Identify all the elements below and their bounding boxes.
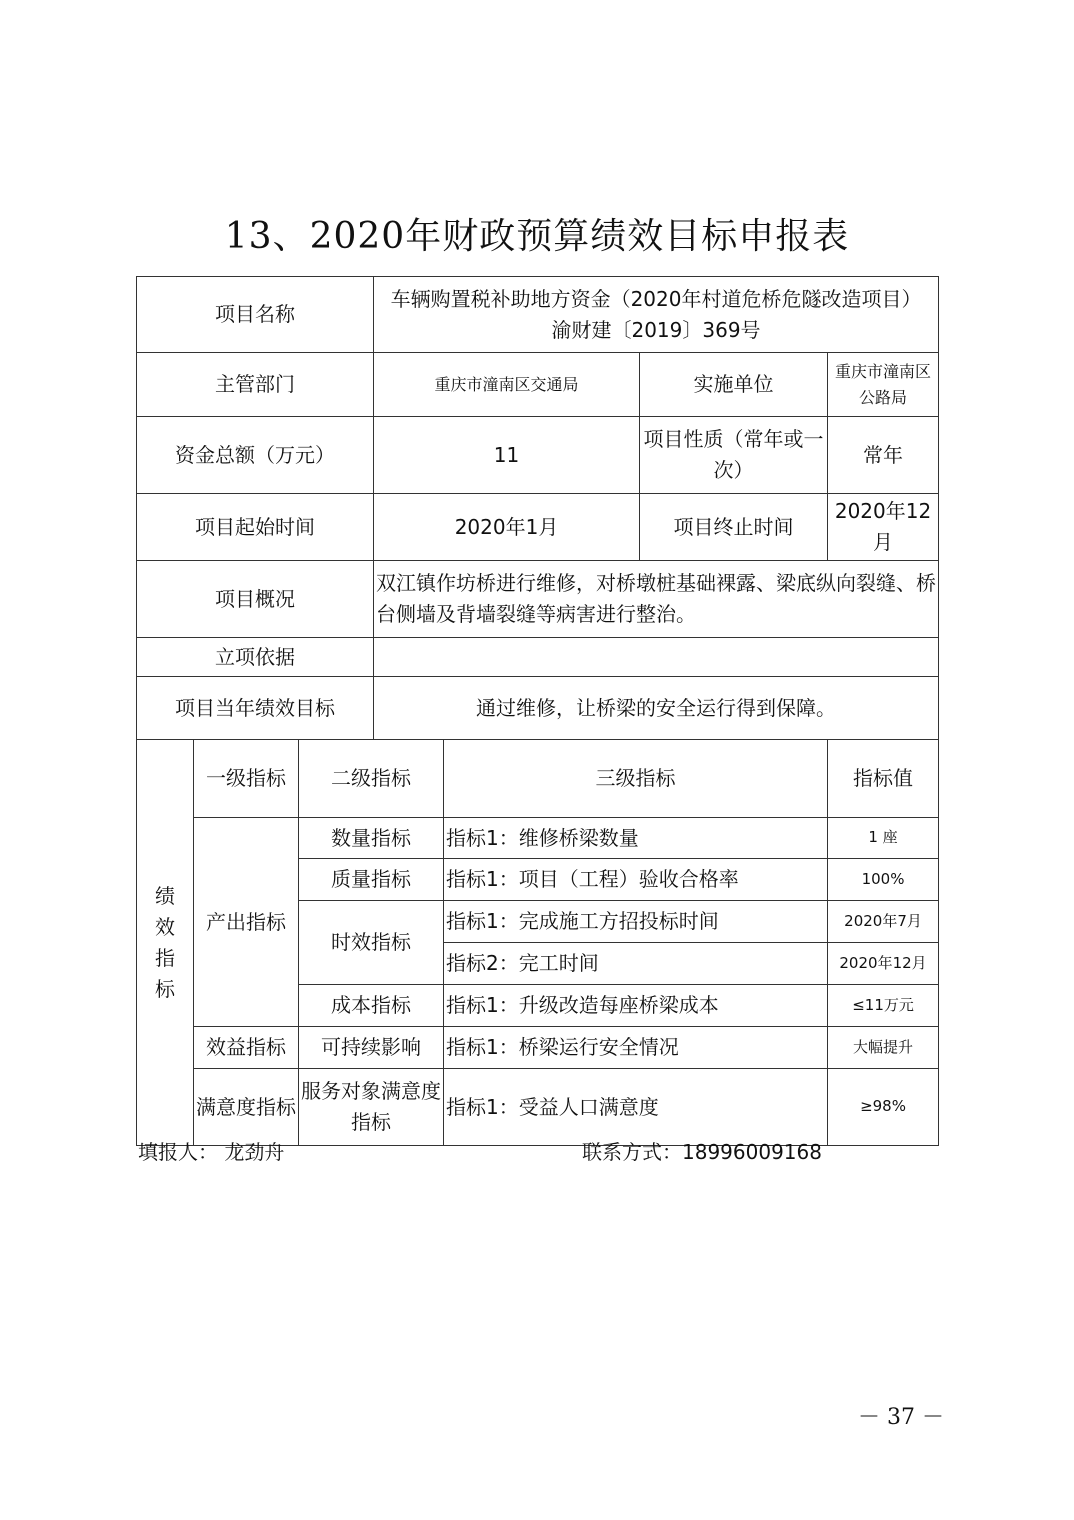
project-name-value [374,277,939,353]
service-indicator-value: ≥98% [828,1069,939,1146]
section-char: 指 [155,945,175,970]
sustain-indicator-value: 大幅提升 [828,1027,939,1069]
end-time-label: 项目终止时间 [640,494,828,561]
timeliness-indicator-value1: 2020年7月 [828,901,939,943]
cost-indicator-value: ≤11万元 [828,985,939,1027]
implementer-label: 实施单位 [640,353,828,417]
quality-indicator-item: 指标1：项目（工程）验收合格率 [444,859,828,901]
project-name-label: 项目名称 [137,277,374,353]
cost-indicator-item: 指标1：升级改造每座桥梁成本 [444,985,828,1027]
project-name-line1: 车辆购置税补助地方资金（2020年村道危桥危隧改造项目） [390,286,922,311]
section-char: 效 [155,914,175,939]
quality-indicator-value: 100% [828,859,939,901]
timeliness-indicator-item1: 指标1：完成施工方招投标时间 [444,901,828,943]
header-level2: 二级指标 [299,740,444,818]
project-nature-value: 常年 [828,417,939,494]
section-char: 标 [155,976,175,1001]
overview-value: 双江镇作坊桥进行维修，对桥墩桩基础裸露、梁底纵向裂缝、桥台侧墙及背墙裂缝等病害进行整治。 [374,561,939,638]
budget-performance-form [136,276,939,1146]
quantity-indicator-label: 数量指标 [299,818,444,859]
quantity-indicator-item: 指标1：维修桥梁数量 [444,818,828,859]
timeliness-indicator-value2: 2020年12月 [828,943,939,985]
implementer-value: 重庆市潼南区公路局 [828,353,939,417]
benefit-indicator-label: 效益指标 [194,1027,299,1069]
basis-value [374,638,939,677]
cost-indicator-label: 成本指标 [299,985,444,1027]
quantity-indicator-value: 1 座 [828,818,939,859]
department-value: 重庆市潼南区交通局 [374,353,640,417]
department-label: 主管部门 [137,353,374,417]
start-time-label: 项目起始时间 [137,494,374,561]
end-time-value: 2020年12月 [828,494,939,561]
sustain-indicator-item: 指标1：桥梁运行安全情况 [444,1027,828,1069]
total-funds-value: 11 [374,417,640,494]
basis-label: 立项依据 [137,638,374,677]
page-title: 13、2020年财政预算绩效目标申报表 [224,216,850,257]
header-level3: 三级指标 [444,740,828,818]
service-indicator-item: 指标1：受益人口满意度 [444,1069,828,1146]
header-value: 指标值 [828,740,939,818]
overview-label: 项目概况 [137,561,374,638]
annual-goal-label: 项目当年绩效目标 [137,677,374,740]
project-nature-label: 项目性质（常年或一次） [640,417,828,494]
quality-indicator-label: 质量指标 [299,859,444,901]
page-number: － 37 － [858,1405,944,1430]
section-char: 绩 [155,883,175,908]
satisfaction-indicator-label: 满意度指标 [194,1069,299,1146]
sustain-indicator-label: 可持续影响 [299,1027,444,1069]
contact-info: 联系方式：18996009168 [582,1140,822,1164]
output-indicator-label: 产出指标 [194,818,299,1027]
timeliness-indicator-item2: 指标2：完工时间 [444,943,828,985]
header-level1: 一级指标 [194,740,299,818]
performance-section-label [137,740,194,1146]
start-time-value: 2020年1月 [374,494,640,561]
annual-goal-value: 通过维修，让桥梁的安全运行得到保障。 [374,677,939,740]
total-funds-label: 资金总额（万元） [137,417,374,494]
timeliness-indicator-label: 时效指标 [299,901,444,985]
project-name-line2: 渝财建〔2019〕369号 [551,317,761,342]
reporter: 填报人： 龙劲舟 [138,1140,285,1164]
service-indicator-label: 服务对象满意度指标 [299,1069,444,1146]
